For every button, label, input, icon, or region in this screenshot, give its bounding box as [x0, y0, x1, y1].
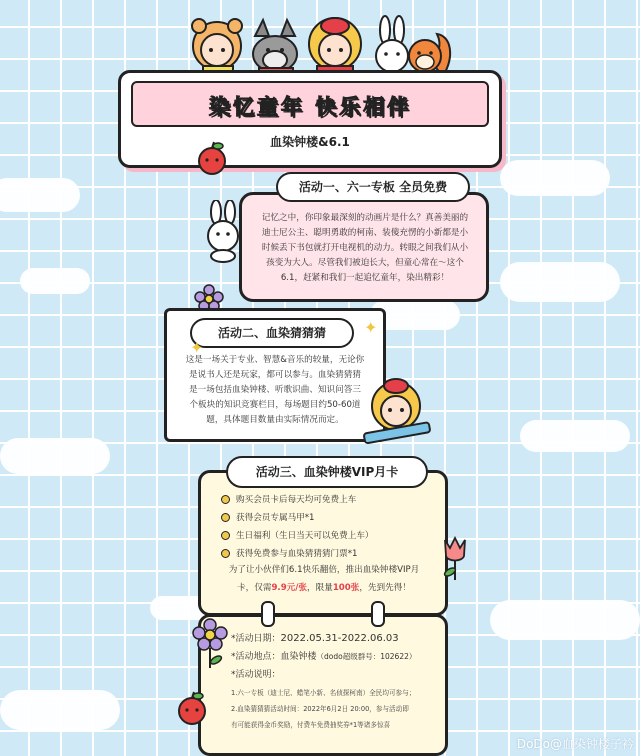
activity-date: *活动日期：2022.05.31-2022.06.03 [231, 633, 399, 644]
activity2-description [175, 353, 375, 428]
activity2-line: 是一场包括血染钟楼、听歌识曲、知识问答三 [189, 385, 361, 395]
activity1-description [250, 211, 480, 286]
benefit-item: 获得免费参与血染猜猜猜门票*1 [221, 547, 357, 563]
activity1-title: 活动一、六一专板 全员免费 [276, 172, 470, 202]
benefit-item: 生日福利（生日当天可以免费上车） [221, 529, 374, 545]
activity1-line: 迪士尼公主、聪明勇敢的柯南、装傻充愣的小新都是小 [261, 228, 469, 238]
cartoon-characters-illustration [185, 6, 455, 80]
watermark: DoDo@血染钟楼子衿 [516, 737, 634, 751]
cloud [20, 268, 90, 294]
activity1-line: 记忆之中，你印象最深刻的动画片是什么？真善美丽的 [261, 213, 469, 223]
promo-line2: 卡，仅需9.9元/张，限量100张，先到先得！ [237, 583, 411, 593]
bunny-icon [376, 16, 408, 72]
activity2-line: 这是一场关于专业、智慧&音乐的较量，无论你 [185, 355, 365, 365]
page-title: 染忆童年 快乐相伴 [208, 95, 412, 119]
activity-description-label: *活动说明： [231, 670, 281, 680]
title-card [118, 70, 502, 168]
cloud [0, 438, 110, 474]
cloud [500, 262, 620, 302]
activity1-line: 时候丢下书包就打开电视机的动力。转眼之间我们从小 [261, 243, 469, 253]
flower-icon [192, 618, 228, 668]
cloud [500, 160, 610, 196]
cloud [520, 420, 630, 452]
tulip-icon [440, 534, 470, 580]
bullet-icon [221, 549, 230, 558]
note-line: 2.血染猜猜猜活动时间：2022年6月2日 20:00，参与活动即 [231, 705, 409, 713]
sparkle-icon: ✦ [364, 318, 378, 337]
promo-price: 9.9元/张 [271, 583, 308, 593]
activity1-line: 孩变为大人。尽管我们被迫长大，但童心常在～这个 [266, 258, 464, 268]
note-line: 1.六一专板（迪士尼、蜡笔小新、名侦探柯南）全民均可参与； [231, 689, 416, 697]
bullet-icon [221, 495, 230, 504]
activity2-line: 个板块的知识竞赛栏目，每场题目约50-60道 [189, 400, 361, 410]
promo-line1: 为了让小伙伴们6.1快乐翻倍，推出血染钟楼VIP月 [228, 565, 420, 575]
apple-icon [174, 690, 210, 726]
activity-location: *活动地点：血染钟楼（dodo超级群号：102622） [231, 652, 417, 662]
bullet-icon [221, 513, 230, 522]
sparkle-icon: ✦ [190, 338, 204, 357]
bunny-with-flag-icon [198, 200, 248, 264]
note-line: 有可能获得金币奖励，付费车免费抽奖券*1等诸多惊喜 [231, 721, 391, 729]
activity1-line: 6.1，赶紧和我们一起追忆童年，染出精彩！ [280, 273, 450, 283]
cloud [0, 690, 120, 730]
girl-with-pencil-icon [360, 376, 436, 446]
benefit-item: 获得会员专属马甲*1 [221, 511, 315, 527]
title-banner [131, 81, 489, 127]
benefit-item: 购买会员卡后每天均可免费上车 [221, 493, 356, 509]
bullet-icon [221, 531, 230, 540]
activity2-line: 题，具体题目数量由实际情况而定。 [206, 415, 344, 425]
info-card [198, 614, 448, 756]
activity2-title: 活动二、血染猜猜猜 [190, 318, 354, 348]
cloud [490, 600, 640, 640]
activity2-line: 是说书人还是玩家，都可以参与。血染猜猜猜 [189, 370, 361, 380]
activity1-card [239, 192, 489, 302]
promo-limit: 100张 [332, 583, 360, 593]
page-subtitle: 血染钟楼&6.1 [270, 135, 350, 149]
apple-icon [194, 140, 230, 176]
cloud [0, 178, 80, 212]
binder-ring [261, 601, 275, 627]
blonde-girl-icon [309, 18, 361, 78]
activity3-title: 活动三、血染钟楼VIP月卡 [226, 456, 428, 488]
binder-ring [371, 601, 385, 627]
activity3-card [198, 470, 448, 616]
